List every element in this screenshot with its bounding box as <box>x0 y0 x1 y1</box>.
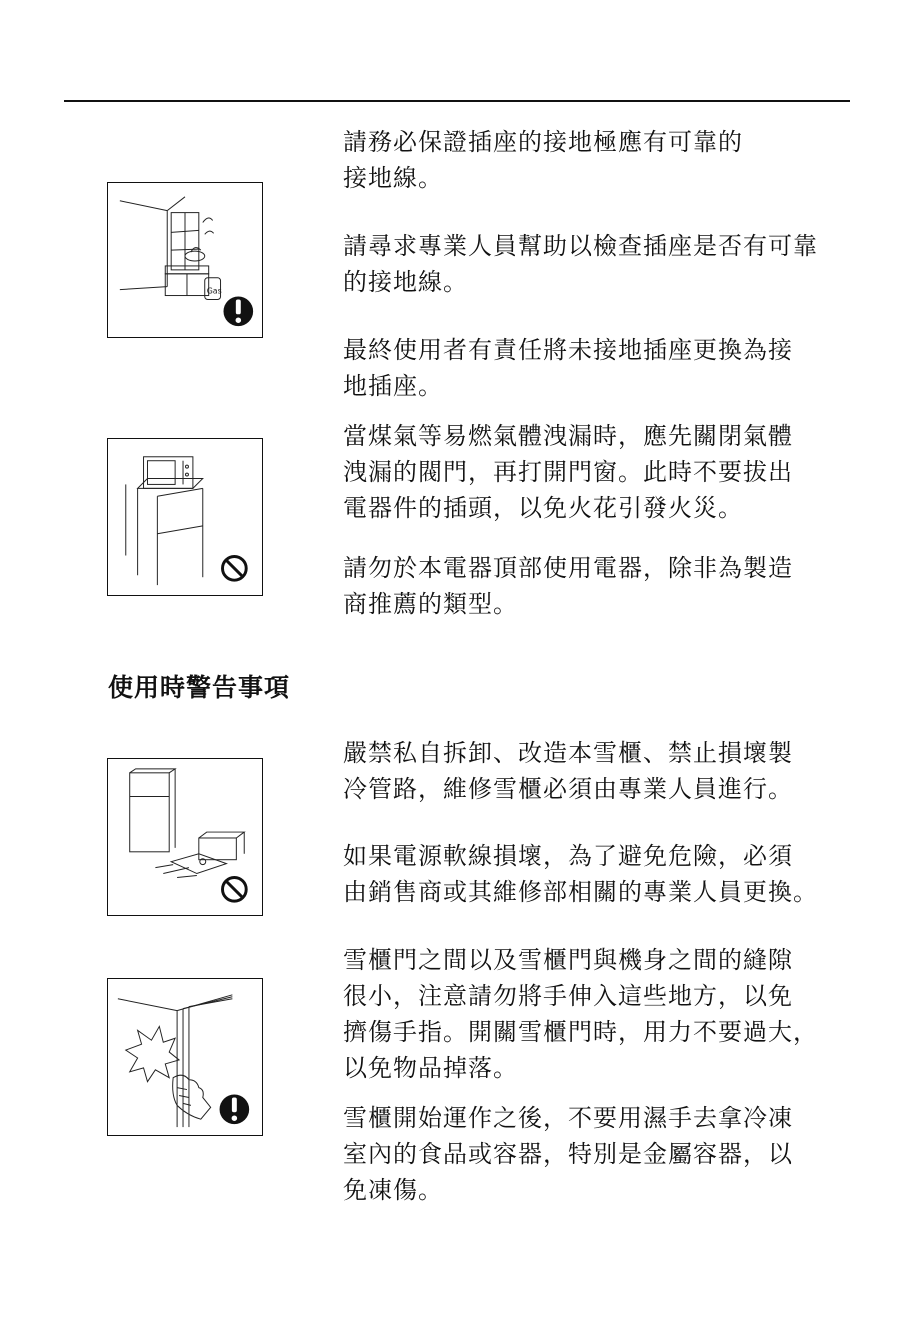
gas-leak-illustration <box>107 182 263 338</box>
disassembly-drawing <box>108 759 262 915</box>
paragraph-door-gap: 雪櫃門之間以及雪櫃門與機身之間的縫隙 很小，注意請勿將手伸入這些地方，以免 擠傷手指。開關雪櫃門時，用力不要過大， 以免物品掉落。 <box>343 946 818 1082</box>
paragraph-no-disassembly: 嚴禁私自拆卸、改造本雪櫃、禁止損壞製 冷管路，維修雪櫃必須由專業人員進行。 <box>343 739 793 803</box>
header-rule <box>64 100 850 102</box>
exclamation-icon <box>224 297 254 327</box>
paragraph-gas-leak: 當煤氣等易燃氣體洩漏時，應先關閉氣體 洩漏的閥門，再打開門窗。此時不要拔出 電器件的插頭，以免火花引發火災。 <box>343 422 793 522</box>
gas-leak-drawing <box>108 183 262 337</box>
section-heading: 使用時警告事項 <box>108 673 291 702</box>
paragraph-no-appliance-on-top: 請勿於本電器頂部使用電器，除非為製造 商推薦的類型。 <box>343 554 793 618</box>
door-pinch-drawing <box>108 979 262 1135</box>
paragraph-grounding-wire: 請務必保證插座的接地極應有可靠的 接地線。 <box>343 128 743 192</box>
paragraph-user-responsibility: 最終使用者有責任將未接地插座更換為接 地插座。 <box>343 336 793 400</box>
prohibited-icon <box>223 877 247 901</box>
gas-label: Gas <box>206 286 222 296</box>
appliance-on-top-illustration <box>107 438 263 596</box>
door-pinch-illustration <box>107 978 263 1136</box>
disassembly-illustration <box>107 758 263 916</box>
paragraph-professional-check: 請尋求專業人員幫助以檢查插座是否有可靠 的接地線。 <box>343 232 818 296</box>
exclamation-icon <box>220 1095 250 1125</box>
paragraph-wet-hands: 雪櫃開始運作之後，不要用濕手去拿冷凍 室內的食品或容器，特別是金屬容器，以 免凍傷。 <box>343 1104 793 1204</box>
paragraph-power-cord: 如果電源軟線損壞，為了避免危險，必須 由銷售商或其維修部相關的專業人員更換。 <box>343 842 818 906</box>
prohibited-icon <box>223 556 247 580</box>
appliance-on-top-drawing <box>108 439 262 595</box>
